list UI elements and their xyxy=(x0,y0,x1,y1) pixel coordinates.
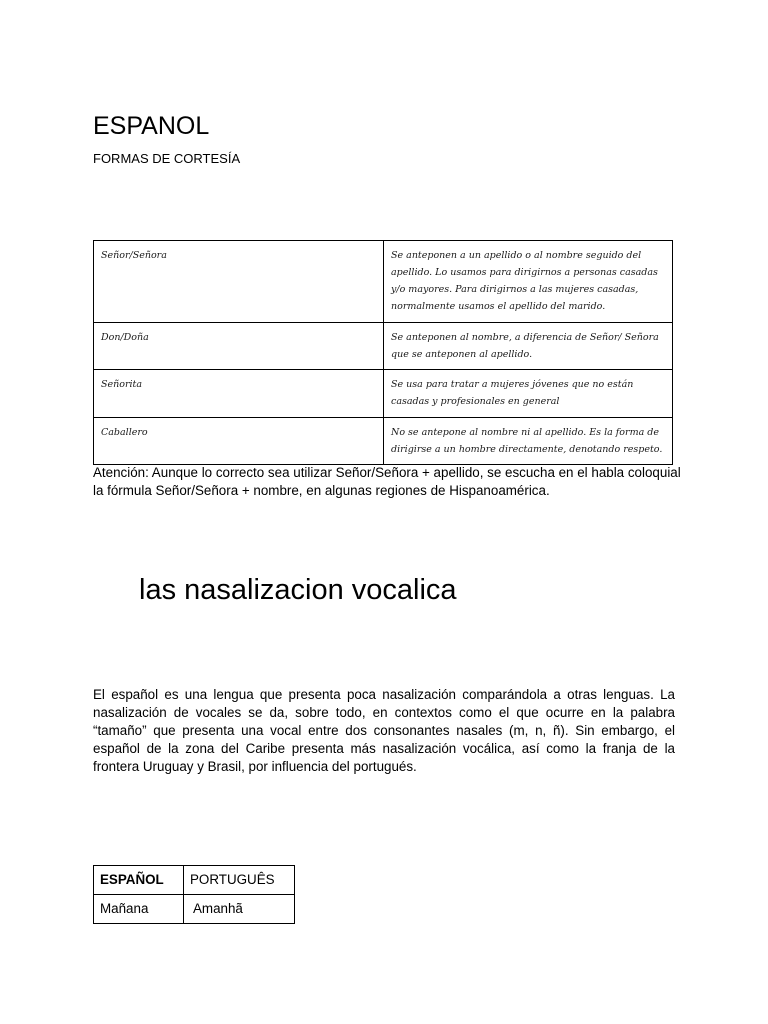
table-row xyxy=(94,323,673,370)
attention-note: Atención: Aunque lo correcto sea utilizar Señor/Señora + apellido, se escucha en el habla coloquial la fórmula Señor/Señora + nombre, en algunas regiones de Hispanoamérica. xyxy=(93,465,681,498)
table-row xyxy=(94,895,295,924)
courtesy-description: Se anteponen a un apellido o al nombre seguido del apellido. Lo usamos para dirigirnos a personas casadas y/o mayores. Para dirigirnos a las mujeres casadas, normalmente usamos el apellido del marido. xyxy=(384,241,673,323)
courtesy-term: Señor/Señora xyxy=(94,241,384,323)
table-row xyxy=(94,370,673,418)
document-subtitle: FORMAS DE CORTESÍA xyxy=(93,151,241,166)
body-paragraph: El español es una lengua que presenta poca nasalización comparándola a otras lenguas. La nasalización de vocales se da, sobre todo, en contextos como el que ocurre en la palabra “tamaño” que presenta una vocal entre dos consonantes nasales (m, n, ñ). Sin embargo, el español de la zona del Caribe presenta más nasalización vocálica, así como la franja de la frontera Uruguay y Brasil, por influencia del portugués. xyxy=(93,687,675,774)
courtesy-description: Se usa para tratar a mujeres jóvenes que no están casadas y profesionales en general xyxy=(384,370,673,418)
courtesy-description: Se anteponen al nombre, a diferencia de Señor/ Señora que se anteponen al apellido. xyxy=(384,323,673,370)
table-row xyxy=(94,418,673,465)
courtesy-term: Señorita xyxy=(94,370,384,418)
header-spanish: ESPAÑOL xyxy=(94,866,184,895)
table-row xyxy=(94,241,673,323)
word-spanish: Mañana xyxy=(94,895,184,924)
courtesy-forms-table xyxy=(93,240,673,465)
courtesy-term: Caballero xyxy=(94,418,384,465)
document-title: ESPANOL xyxy=(93,112,210,140)
header-portuguese: PORTUGUÊS xyxy=(184,866,295,895)
section-heading: las nasalizacion vocalica xyxy=(139,574,457,606)
table-header-row xyxy=(94,866,295,895)
courtesy-description: No se antepone al nombre ni al apellido. Es la forma de dirigirse a un hombre directamente, denotando respeto. xyxy=(384,418,673,465)
word-comparison-table xyxy=(93,865,295,924)
word-portuguese: Amanhã xyxy=(184,895,295,924)
courtesy-term: Don/Doña xyxy=(94,323,384,370)
